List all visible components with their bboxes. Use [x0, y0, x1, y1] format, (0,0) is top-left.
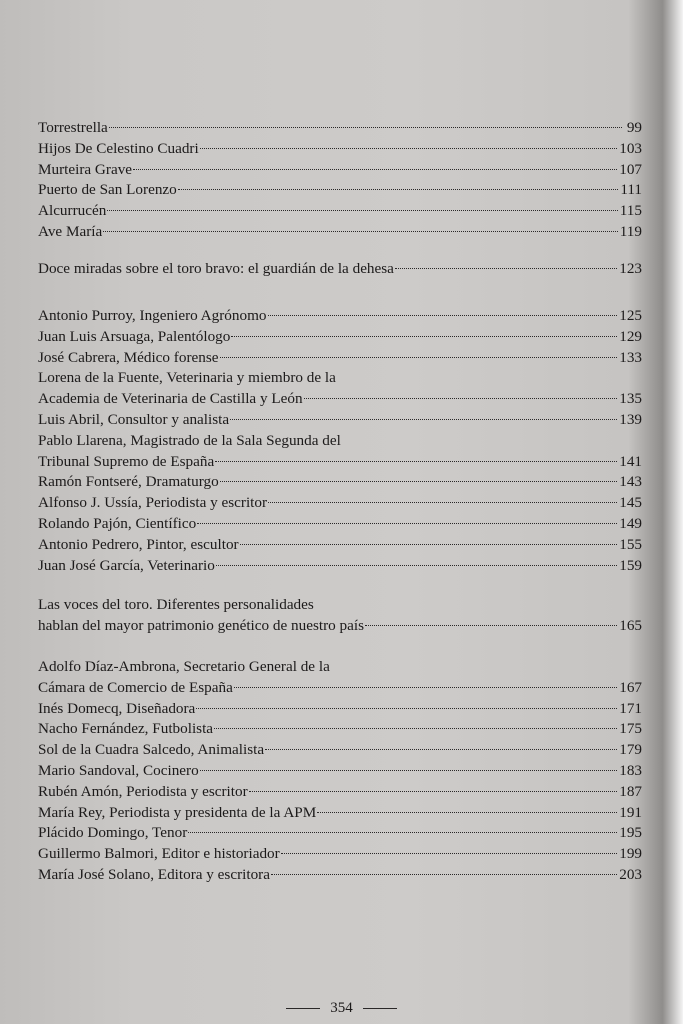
toc-entry-line: [38, 514, 642, 535]
dot-leader: [214, 728, 617, 729]
toc-entry-title: Alcurrucén: [38, 202, 107, 220]
toc-entry[interactable]: [38, 118, 642, 139]
toc-entry[interactable]: [38, 327, 642, 348]
dot-leader: [188, 832, 617, 833]
toc-entry[interactable]: [38, 719, 642, 740]
toc-entry-line: [38, 452, 642, 473]
toc-section: [38, 657, 642, 886]
toc-entry-line: [38, 865, 642, 886]
toc-entry[interactable]: [38, 472, 642, 493]
toc-entry[interactable]: [38, 782, 642, 803]
dot-leader: [216, 565, 617, 566]
toc-entry[interactable]: [38, 740, 642, 761]
toc-entry[interactable]: [38, 535, 642, 556]
toc-page-number: 111: [620, 181, 642, 199]
dot-leader: [304, 398, 618, 399]
dot-leader: [107, 210, 617, 211]
toc-entry[interactable]: [38, 348, 642, 369]
page-footer: [0, 1000, 683, 1017]
toc-entry-title: Academia de Veterinaria de Castilla y León: [38, 390, 303, 408]
toc-entry[interactable]: [38, 514, 642, 535]
page-number: 354: [330, 1000, 353, 1016]
toc-entry-title: Las voces del toro. Diferentes personalidades: [38, 596, 314, 613]
toc-entry-title: Lorena de la Fuente, Veterinaria y miembro de la: [38, 369, 336, 387]
toc-entry[interactable]: [38, 844, 642, 865]
toc-page-number: 187: [619, 782, 642, 800]
dot-leader: [317, 812, 617, 813]
toc-entry-line: [38, 389, 642, 410]
dot-leader: [240, 544, 618, 545]
toc-entry-line: [38, 782, 642, 803]
toc-page-number: 167: [619, 678, 642, 696]
dot-leader: [249, 791, 618, 792]
dot-leader: [231, 336, 617, 337]
toc-page-number: 191: [619, 803, 642, 821]
toc-entry[interactable]: [38, 180, 642, 201]
toc-entry-title: María José Solano, Editora y escritora: [38, 865, 270, 883]
toc-entry-title: Torrestrella: [38, 119, 108, 136]
toc-entry-line: [38, 616, 642, 637]
toc-page-number: 155: [619, 535, 642, 553]
dot-leader: [196, 708, 617, 709]
toc-entry-title: Tribunal Supremo de España: [38, 452, 215, 470]
toc-entry-line: [38, 180, 642, 201]
dot-leader: [281, 853, 618, 854]
toc-entry-title: María Rey, Periodista y presidenta de la APM: [38, 803, 317, 821]
toc-entry[interactable]: [38, 410, 642, 431]
toc-entry-title: Pablo Llarena, Magistrado de la Sala Segunda del: [38, 431, 341, 449]
toc-section: [38, 595, 642, 637]
dot-leader: [271, 874, 617, 875]
toc-entry-title: Doce miradas sobre el toro bravo: el guardián de la dehesa: [38, 260, 394, 277]
toc-page-number: 171: [619, 699, 642, 717]
toc-page-number: 99: [626, 119, 642, 136]
dot-leader: [103, 231, 618, 232]
toc-entry[interactable]: [38, 761, 642, 782]
toc-section: [38, 259, 642, 280]
footer-dash-left: [286, 1008, 320, 1010]
toc-entry-line: [38, 761, 642, 782]
toc-entry-title: José Cabrera, Médico forense: [38, 348, 219, 366]
toc-entry-title: Juan José García, Veterinario: [38, 556, 215, 574]
dot-leader: [365, 625, 617, 626]
toc-entry-title: Rolando Pajón, Científico: [38, 514, 197, 532]
toc-entry-line: [38, 118, 642, 139]
toc-page-number: 123: [619, 260, 642, 277]
dot-leader: [234, 687, 617, 688]
toc-entry-line: [38, 556, 642, 577]
dot-leader: [265, 749, 617, 750]
toc-entry[interactable]: [38, 306, 642, 327]
toc-entry-line: [38, 160, 642, 181]
toc-entry-title: Antonio Purroy, Ingeniero Agrónomo: [38, 307, 267, 324]
toc-entry-title: Inés Domecq, Diseñadora: [38, 699, 196, 717]
toc-entry-line: [38, 699, 642, 720]
toc-page-number: 203: [619, 865, 642, 883]
toc-entry-line: [38, 410, 642, 431]
toc-entry[interactable]: [38, 201, 642, 222]
toc-page-number: 159: [619, 556, 642, 574]
toc-entry[interactable]: [38, 865, 642, 886]
toc-page-number: 183: [619, 761, 642, 779]
toc-entry-line: [38, 222, 642, 243]
toc-entry-title: Luis Abril, Consultor y analista: [38, 410, 230, 428]
toc-page-number: 129: [619, 327, 642, 345]
dot-leader: [215, 461, 617, 462]
toc-entry[interactable]: [38, 657, 642, 699]
toc-entry-title: Hijos De Celestino Cuadri: [38, 139, 199, 157]
toc-entry-title: Murteira Grave: [38, 160, 133, 178]
toc-entry[interactable]: [38, 803, 642, 824]
toc-entry-title: Plácido Domingo, Tenor: [38, 824, 188, 842]
toc-section: [38, 118, 642, 243]
toc-page-number: 143: [619, 473, 642, 491]
toc-page-number: 103: [619, 139, 642, 157]
toc-entry-title: Nacho Fernández, Futbolista: [38, 720, 214, 738]
toc-entry-title: Mario Sandoval, Cocinero: [38, 761, 199, 779]
toc-entry-line: [38, 678, 642, 699]
toc-page-number: 133: [619, 348, 642, 366]
toc-entry-title: Adolfo Díaz-Ambrona, Secretario General de la: [38, 658, 330, 675]
toc-entry-title: Ramón Fontseré, Dramaturgo: [38, 473, 219, 491]
toc-entry-line: [38, 472, 642, 493]
dot-leader: [220, 481, 618, 482]
toc-entry-line: [38, 823, 642, 844]
toc-entry-line: [38, 259, 642, 280]
toc-entry[interactable]: [38, 556, 642, 577]
toc-page-number: 175: [619, 720, 642, 738]
toc-entry[interactable]: [38, 368, 642, 410]
toc-entry[interactable]: [38, 493, 642, 514]
toc-entry-line: [38, 719, 642, 740]
toc-page-number: 179: [619, 741, 642, 759]
toc-entry-line: [38, 139, 642, 160]
toc-page-number: 119: [619, 222, 642, 240]
toc-entry-line: [38, 201, 642, 222]
toc-page-number: 125: [619, 307, 642, 324]
footer-dash-right: [363, 1008, 397, 1010]
toc-entry-line: [38, 348, 642, 369]
toc-entry-line: [38, 327, 642, 348]
toc-page-number: 195: [619, 824, 642, 842]
dot-leader: [220, 357, 618, 358]
toc-page-number: 115: [619, 202, 642, 220]
toc-entry-title: Cámara de Comercio de España: [38, 678, 233, 696]
toc-entry-line: [38, 740, 642, 761]
dot-leader: [178, 189, 619, 190]
toc-entry-line: [38, 306, 642, 327]
toc-entry[interactable]: [38, 699, 642, 720]
toc-entry-line: [38, 368, 642, 389]
toc-entry[interactable]: [38, 259, 642, 280]
toc-entry-line: [38, 657, 642, 678]
toc-entry-line: [38, 844, 642, 865]
dot-leader: [395, 268, 617, 269]
toc-section: [38, 306, 642, 576]
toc-entry-line: [38, 803, 642, 824]
toc-page-number: 141: [619, 452, 642, 470]
dot-leader: [268, 502, 617, 503]
dot-leader: [133, 169, 617, 170]
toc-entry[interactable]: [38, 222, 642, 243]
toc-entry[interactable]: [38, 139, 642, 160]
toc-entry[interactable]: [38, 431, 642, 473]
toc-entry-title: Alfonso J. Ussía, Periodista y escritor: [38, 494, 268, 512]
toc-entry-title: Puerto de San Lorenzo: [38, 181, 177, 199]
dot-leader: [268, 315, 618, 316]
dot-leader: [200, 770, 618, 771]
toc-entry-title: hablan del mayor patrimonio genético de nuestro país: [38, 616, 365, 634]
dot-leader: [197, 523, 617, 524]
toc-entry-title: Ave María: [38, 222, 103, 240]
toc-entry[interactable]: [38, 595, 642, 637]
dot-leader: [230, 419, 617, 420]
toc-page-number: 139: [619, 410, 642, 428]
toc-page-number: 107: [619, 160, 642, 178]
toc-entry-line: [38, 595, 642, 616]
toc-page-number: 135: [619, 390, 642, 408]
toc-entry-line: [38, 535, 642, 556]
toc-page-number: 199: [619, 845, 642, 863]
toc-entry[interactable]: [38, 160, 642, 181]
toc-entry-line: [38, 493, 642, 514]
dot-leader: [109, 127, 622, 128]
toc-entry-title: Sol de la Cuadra Salcedo, Animalista: [38, 741, 265, 759]
dot-leader: [200, 148, 618, 149]
toc-page-number: 149: [619, 514, 642, 532]
toc-entry[interactable]: [38, 823, 642, 844]
toc-page-number: 165: [619, 616, 642, 634]
toc-page-number: 145: [619, 494, 642, 512]
toc-entry-title: Antonio Pedrero, Pintor, escultor: [38, 535, 239, 553]
toc-entry-title: Rubén Amón, Periodista y escritor: [38, 782, 248, 800]
toc-entry-line: [38, 431, 642, 452]
toc-entry-title: Guillermo Balmori, Editor e historiador: [38, 845, 280, 863]
toc-entry-title: Juan Luis Arsuaga, Palentólogo: [38, 327, 231, 345]
